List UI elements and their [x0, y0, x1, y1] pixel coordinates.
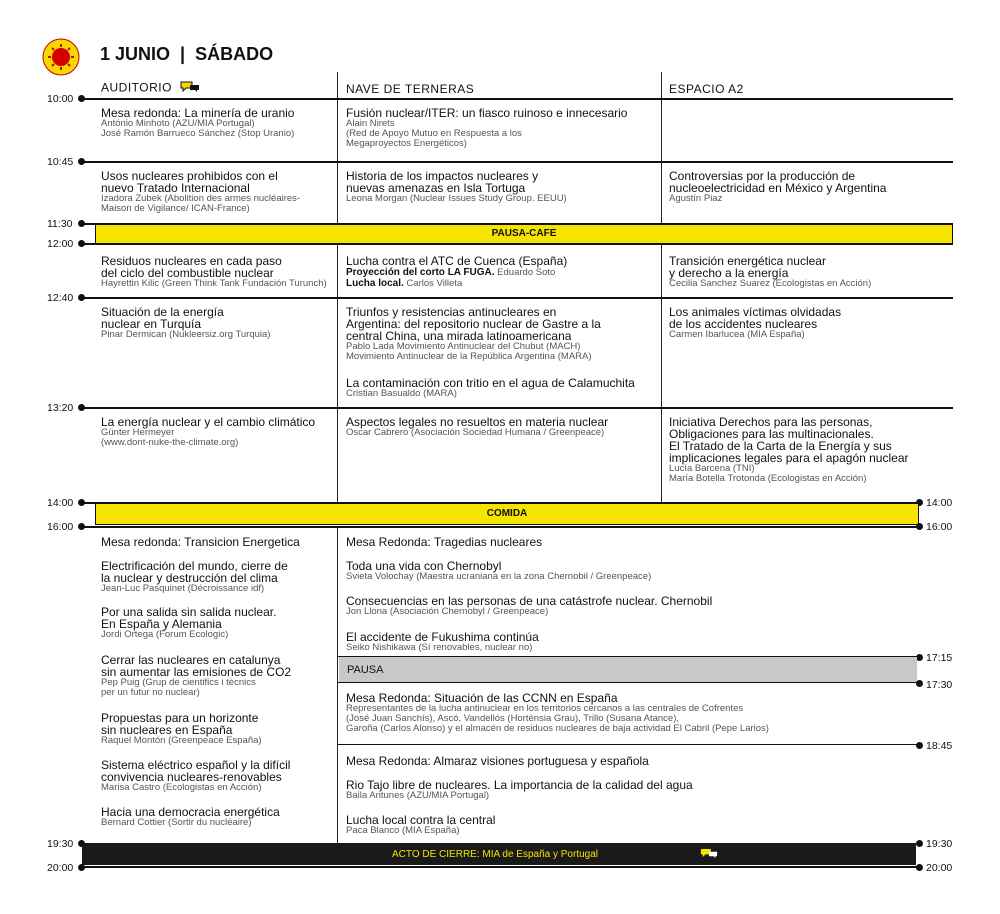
- pausa-label: PAUSA: [347, 664, 384, 676]
- time-rule: [80, 243, 953, 245]
- session-auditorio-3: Residuos nucleares en cada paso del ciclo del combustible nuclear Hayrettin Kilic (Green Think Tank Fundación Turunch): [101, 254, 327, 289]
- session-auditorio-12: Hacia una democracia energética Bernard Cottier (Sortir du nucléaire): [101, 805, 280, 828]
- column-divider: [661, 72, 662, 224]
- time-20-00-right: 20:00: [926, 862, 953, 874]
- session-nave-5: La contaminación con tritio en el agua de Calamuchita Cristian Basualdo (MARA): [346, 376, 635, 399]
- session-nave-10: El accidente de Fukushima continúa Seiko Nishikawa (Sí renovables, nuclear no): [346, 630, 539, 653]
- time-rule: [338, 744, 918, 745]
- session-auditorio-7: Electrificación del mundo, cierre de la nuclear y destrucción del clima Jean-Luc Pasquinet (Décroissance idf): [101, 559, 288, 594]
- time-rule: [80, 526, 918, 528]
- cierre-label: ACTO DE CIERRE: MIA de España y Portugal: [392, 849, 599, 860]
- time-rule: [80, 407, 953, 409]
- session-nave-11: Mesa Redonda: Situación de las CCNN en España Representantes de la lucha antinuclear en los territorios cercanos a las centrales de Cofrentes (José Juan Sanchís), Ascó, Vandellós (Hortènsia Grau), Trillo (Susana Atance), Garoña (Carlos Alonso) y el almacén de residuos nucleares de baja actividad El Cabril (Pepe Larios): [346, 691, 769, 734]
- session-auditorio-10: Propuestas para un horizonte sin nucleares en España Raquel Montón (Greenpeace España): [101, 711, 262, 746]
- time-11-30: 11:30: [47, 218, 73, 230]
- time-17-30: 17:30: [926, 679, 953, 691]
- time-dot: [916, 654, 923, 661]
- time-rule: [80, 98, 953, 100]
- day-title: 1 JUNIO | SÁBADO: [100, 44, 274, 64]
- session-nave-4: Triunfos y resistencias antinucleares en Argentina: del repositorio nuclear de Gastre a la central China, una mirada latinoamericana Pablo Lada Movimiento Antinuclear del Chubut (MACH) Movimiento Antinuclear de la República Argentina (MARA): [346, 305, 601, 362]
- time-16-00-right: 16:00: [926, 521, 953, 533]
- session-nave-14: Lucha local contra la central Paca Blanco (MIA España): [346, 813, 496, 836]
- column-header-auditorio: AUDITORIO: [101, 80, 200, 97]
- session-auditorio-8: Por una salida sin salida nuclear. En España y Alemania Jordi Ortega (Forum Ecologic): [101, 605, 277, 640]
- chat-bubble-icon: [700, 847, 718, 863]
- session-espacio-1: Controversias por la producción de nucleoelectricidad en México y Argentina Agustín Piaz: [669, 169, 887, 204]
- time-19-30-right: 19:30: [926, 838, 953, 850]
- time-18-45: 18:45: [926, 740, 953, 752]
- pausa-band: [339, 657, 917, 682]
- session-auditorio-9: Cerrar las nucleares en catalunya sin aumentar las emisiones de CO2 Pep Puig (Grup de cientifics i tècnics per un futur no nuclear): [101, 653, 292, 698]
- column-divider: [337, 244, 338, 502]
- time-10-45: 10:45: [47, 156, 74, 168]
- time-13-20: 13:20: [47, 402, 74, 414]
- time-12-00: 12:00: [47, 238, 74, 250]
- session-auditorio-4: Situación de la energía nuclear en Turquía Pinar Dermican (Nukleersiz.org Turquia): [101, 305, 271, 340]
- time-14-00-right: 14:00: [926, 497, 953, 509]
- time-dot: [916, 864, 923, 871]
- column-divider: [661, 244, 662, 502]
- time-19-30: 19:30: [47, 838, 74, 850]
- session-nave-13: Rio Tajo libre de nucleares. La importancia de la calidad del agua Baila Antunes (AZU/MIA Portugal): [346, 778, 693, 801]
- time-rule: [80, 297, 953, 299]
- column-divider: [337, 527, 338, 843]
- session-nave-12: Mesa Redonda: Almaraz visiones portuguesa y española: [346, 754, 649, 768]
- session-espacio-3: Los animales víctimas olvidadas de los accidentes nucleares Carmen Ibarlucea (MIA España): [669, 305, 842, 340]
- comida-band: COMIDA: [95, 503, 919, 525]
- session-auditorio-5: La energía nuclear y el cambio climático Günter Hermeyer (www.dont-nuke-the-climate.org): [101, 415, 316, 448]
- session-nave-7: Mesa Redonda: Tragedias nucleares: [346, 535, 543, 549]
- time-14-00: 14:00: [47, 497, 74, 509]
- session-espacio-4: Iniciativa Derechos para las personas, Obligaciones para las multinacionales. El Tratado de la Carta de la Energía y sus implicaciones legales para el apagón nuclear Lucía Barcena (TNI) María Botella Trotonda (Ecologistas en Acción): [669, 415, 909, 484]
- time-12-40: 12:40: [47, 292, 74, 304]
- time-dot: [916, 523, 923, 530]
- session-espacio-2: Transición energética nuclear y derecho a la energía Cecilia Sanchez Suarez (Ecologistas en Acción): [669, 254, 872, 289]
- session-nave-6: Aspectos legales no resueltos en materia nuclear Oscar Cabrero (Asociación Sociedad Humana / Greenpeace): [346, 415, 609, 438]
- column-divider: [337, 72, 338, 224]
- session-nave-2: Historia de los impactos nucleares y nuevas amenazas en Isla Tortuga Leona Morgan (Nuclear Issues Study Group. EEUU): [346, 169, 567, 204]
- time-rule: [80, 161, 953, 163]
- time-20-00: 20:00: [47, 862, 74, 874]
- session-nave-3: Lucha contra el ATC de Cuenca (España) Proyección del corto LA FUGA. Eduardo Soto Lucha local. Carlos Villeta: [346, 254, 568, 289]
- column-header-nave: NAVE DE TERNERAS: [346, 82, 475, 96]
- time-rule: [338, 682, 918, 683]
- session-auditorio-1: Mesa redonda: La minería de uranio António Minhoto (AZU/MIA Portugal) José Ramón Barrueco Sánchez (Stop Uranio): [101, 106, 295, 139]
- time-10-00: 10:00: [47, 93, 74, 105]
- nuclear-no-gracias-logo: [42, 38, 80, 76]
- time-17-15: 17:15: [926, 652, 953, 664]
- session-auditorio-6: Mesa redonda: Transicion Energetica: [101, 535, 300, 549]
- column-header-espacio: ESPACIO A2: [669, 82, 744, 96]
- time-dot: [916, 742, 923, 749]
- session-nave-1: Fusión nuclear/ITER: un fiasco ruinoso e innecesario Alain Nirets (Red de Apoyo Mutuo en Respuesta a los Megaproyectos Energéticos): [346, 106, 628, 149]
- pausa-cafe-band: PAUSA-CAFE: [95, 224, 953, 244]
- time-16-00: 16:00: [47, 521, 74, 533]
- time-dot: [916, 680, 923, 687]
- chat-bubble-icon: [180, 80, 200, 97]
- session-auditorio-11: Sistema eléctrico español y la difícil convivencia nucleares-renovables Marisa Castro (Ecologistas en Acción): [101, 758, 291, 793]
- session-nave-9: Consecuencias en las personas de una catástrofe nuclear. Chernobil Jon Llona (Asociación Chernobyl / Greenpeace): [346, 594, 713, 617]
- cierre-band: [82, 843, 916, 865]
- time-rule: [80, 866, 918, 868]
- session-nave-8: Toda una vida con Chernobyl Svieta Volochay (Maestra ucraniana en la zona Chernobil / Greenpeace): [346, 559, 652, 582]
- logo-sun-icon: [42, 38, 80, 76]
- time-dot: [916, 840, 923, 847]
- session-auditorio-2: Usos nucleares prohibidos con el nuevo Tratado Internacional Izadora Zubek (Abolition des armes nucléaires- Maison de Vigilance/ ICAN-France): [101, 169, 301, 214]
